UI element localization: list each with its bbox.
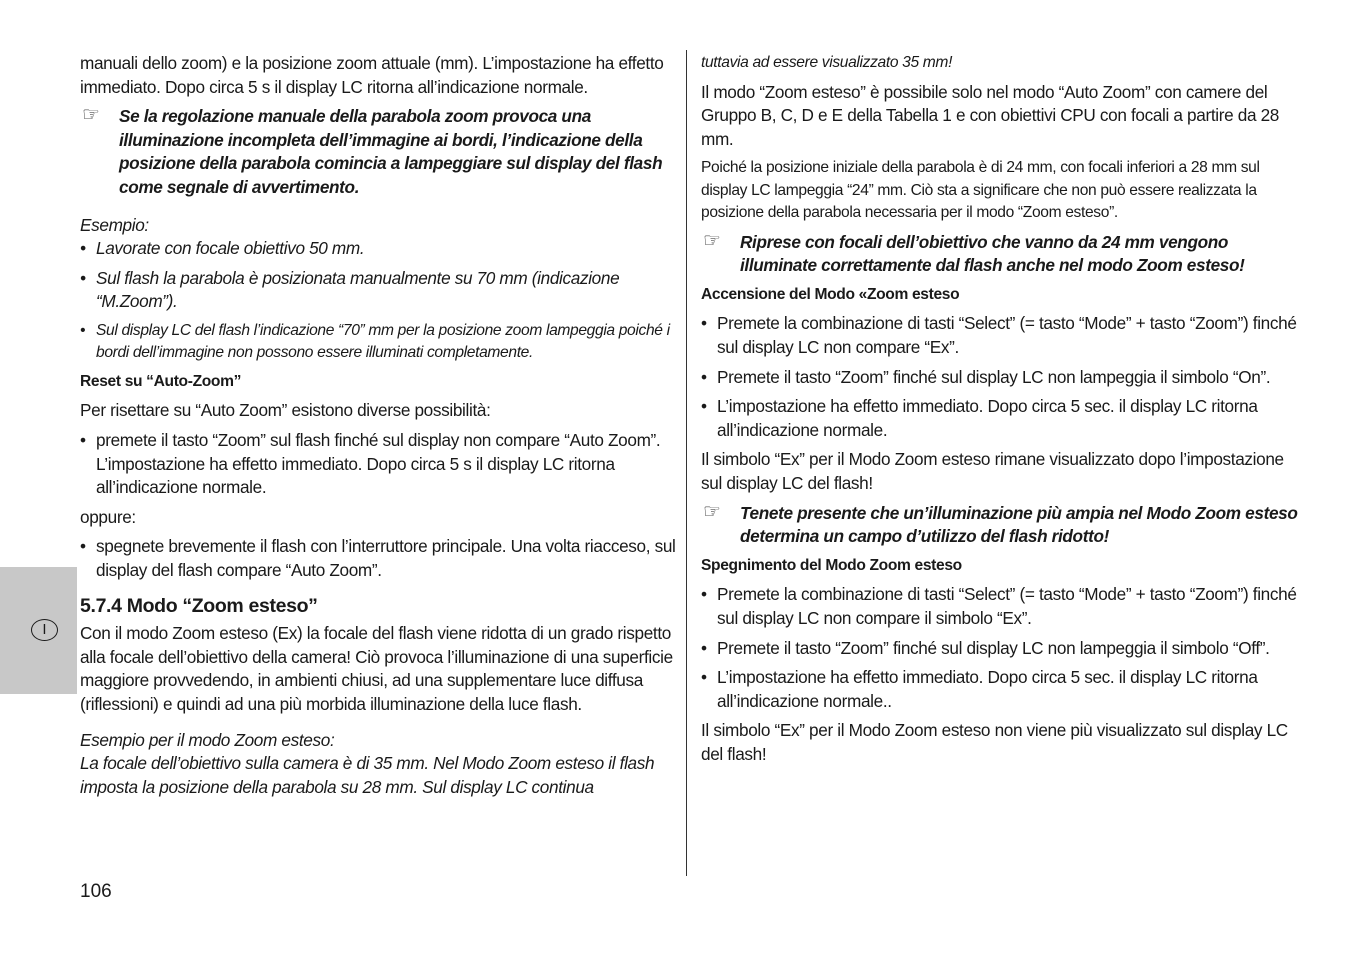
on-item: • Premete il tasto “Zoom” finché sul display LC non lampeggia il simbolo “On”. — [701, 366, 1301, 390]
example-item: • Lavorate con focale obiettivo 50 mm. — [80, 237, 678, 261]
pointing-hand-icon: ☞ — [703, 229, 721, 252]
on-item: • L’impostazione ha effetto immediato. Dopo circa 5 sec. il display LC ritorna all’indicazione normale. — [701, 396, 1258, 440]
bullet-dot: • — [701, 637, 707, 658]
reset-item: • spegnete brevemente il flash con l’interruttore principale. Una volta riacceso, sul display del flash compare “Auto Zoom”. — [80, 536, 676, 580]
on-item: • Premete la combinazione di tasti “Select” (= tasto “Mode” + tasto “Zoom”) finché sul display LC non compare “Ex”. — [701, 313, 1297, 358]
off-heading: Spegnimento del Modo Zoom esteso — [701, 556, 962, 574]
off-item: • L’impostazione ha effetto immediato. Dopo circa 5 sec. il display LC ritorna all’indicazione normale.. — [701, 667, 1258, 711]
pointing-hand-icon: ☞ — [82, 104, 100, 127]
reset-intro: Per risettare su “Auto Zoom” esistono diverse possibilità: — [80, 400, 491, 421]
right-continuation: tuttavia ad essere visualizzato 35 mm! — [701, 54, 953, 71]
bullet-dot: • — [701, 584, 707, 605]
off-item: • Premete la combinazione di tasti “Select” (= tasto “Mode” + tasto “Zoom”) finché sul display LC non compare il simbolo “Ex”. — [701, 584, 1297, 628]
bullet-dot: • — [80, 267, 86, 288]
warning-note-text: Se la regolazione manuale della parabola zoom provoca una illuminazione incompleta dell’immagine ai bordi, l’indicazione della posizione della parabola comincia a lampeggiare sul display del flash come segnale di avvertimento. — [119, 106, 663, 197]
section-body: Con il modo Zoom esteso (Ex) la focale del flash viene ridotta di un grado rispetto alla focale dell’obiettivo della camera! Ciò provoca l’illuminazione di una superficie maggiore provvedendo, in ambienti chiusi, ad una supplementare luce diffusa (riflessioni) e quindi ad una più morbida illuminazione della luce flash. — [80, 623, 673, 714]
page-number: 106 — [80, 881, 112, 902]
right-paragraph-4: Il simbolo “Ex” per il Modo Zoom esteso non viene più visualizzato sul display LC del flash! — [701, 720, 1288, 764]
language-tab-letter: I — [31, 619, 58, 641]
example-item: • Sul display LC del flash l’indicazione “70” mm per la posizione zoom lampeggia poiché i bordi dell’immagine non possono essere illuminati completamente. — [80, 321, 670, 362]
reset-heading: Reset su “Auto-Zoom” — [80, 372, 242, 390]
example2-body: La focale dell’obiettivo sulla camera è di 35 mm. Nel Modo Zoom esteso il flash imposta la posizione della parabola su 28 mm. Sul display LC continua — [80, 753, 655, 797]
pointing-hand-icon: ☞ — [703, 500, 721, 523]
right-column — [701, 52, 1301, 772]
bullet-dot: • — [701, 313, 707, 334]
caution-note-text: Tenete presente che un’illuminazione più ampia nel Modo Zoom esteso determina un campo d’utilizzo del flash ridotto! — [740, 502, 1298, 547]
reset-item: • premete il tasto “Zoom” sul flash finché sul display non compare “Auto Zoom”. L’impostazione ha effetto immediato. Dopo circa 5 s il display LC ritorna all’indicazione normale. — [80, 430, 661, 498]
bullet-dot: • — [80, 430, 86, 451]
column-divider — [686, 50, 687, 876]
bullet-dot: • — [701, 667, 707, 688]
left-paragraph-1: manuali dello zoom) e la posizione zoom attuale (mm). L’impostazione ha effetto immediato. Dopo circa 5 s il display LC ritorna all’indicazione normale. — [80, 53, 664, 97]
info-note — [701, 231, 1301, 278]
on-heading: Accensione del Modo «Zoom esteso — [701, 285, 960, 303]
off-item: • Premete il tasto “Zoom” finché sul display LC non lampeggia il simbolo “Off”. — [701, 637, 1301, 661]
right-paragraph-2: Poiché la posizione iniziale della parabola è di 24 mm, con focali inferiori a 28 mm sul display LC lampeggia “24” mm. Ciò sta a significare che non può essere realizzata la posizione della parabola necessaria per il modo “Zoom esteso”. — [701, 159, 1260, 222]
warning-note — [80, 105, 678, 199]
right-paragraph-3: Il simbolo “Ex” per il Modo Zoom esteso rimane visualizzato dopo l’impostazione sul display LC del flash! — [701, 449, 1284, 494]
bullet-dot: • — [80, 536, 86, 557]
bullet-dot: • — [701, 366, 707, 387]
example-label: Esempio: — [80, 214, 149, 235]
bullet-dot: • — [701, 396, 707, 417]
example2-label: Esempio per il modo Zoom esteso: — [80, 729, 335, 750]
example-item: • Sul flash la parabola è posizionata manualmente su 70 mm (indicazione “M.Zoom”). — [80, 267, 620, 312]
left-column — [80, 52, 678, 805]
info-note-text: Riprese con focali dell’obiettivo che vanno da 24 mm vengono illuminate correttamente dal flash anche nel modo Zoom esteso! — [740, 231, 1245, 276]
oppure-text: oppure: — [80, 506, 136, 527]
caution-note — [701, 502, 1301, 549]
section-title: 5.7.4 Modo “Zoom esteso” — [80, 594, 318, 617]
bullet-dot: • — [80, 238, 86, 259]
bullet-dot: • — [80, 321, 86, 339]
right-paragraph-1: Il modo “Zoom esteso” è possibile solo nel modo “Auto Zoom” con camere del Gruppo B, C, D e E della Tabella 1 e con obiettivi CPU con focali a partire da 28 mm. — [701, 81, 1280, 149]
